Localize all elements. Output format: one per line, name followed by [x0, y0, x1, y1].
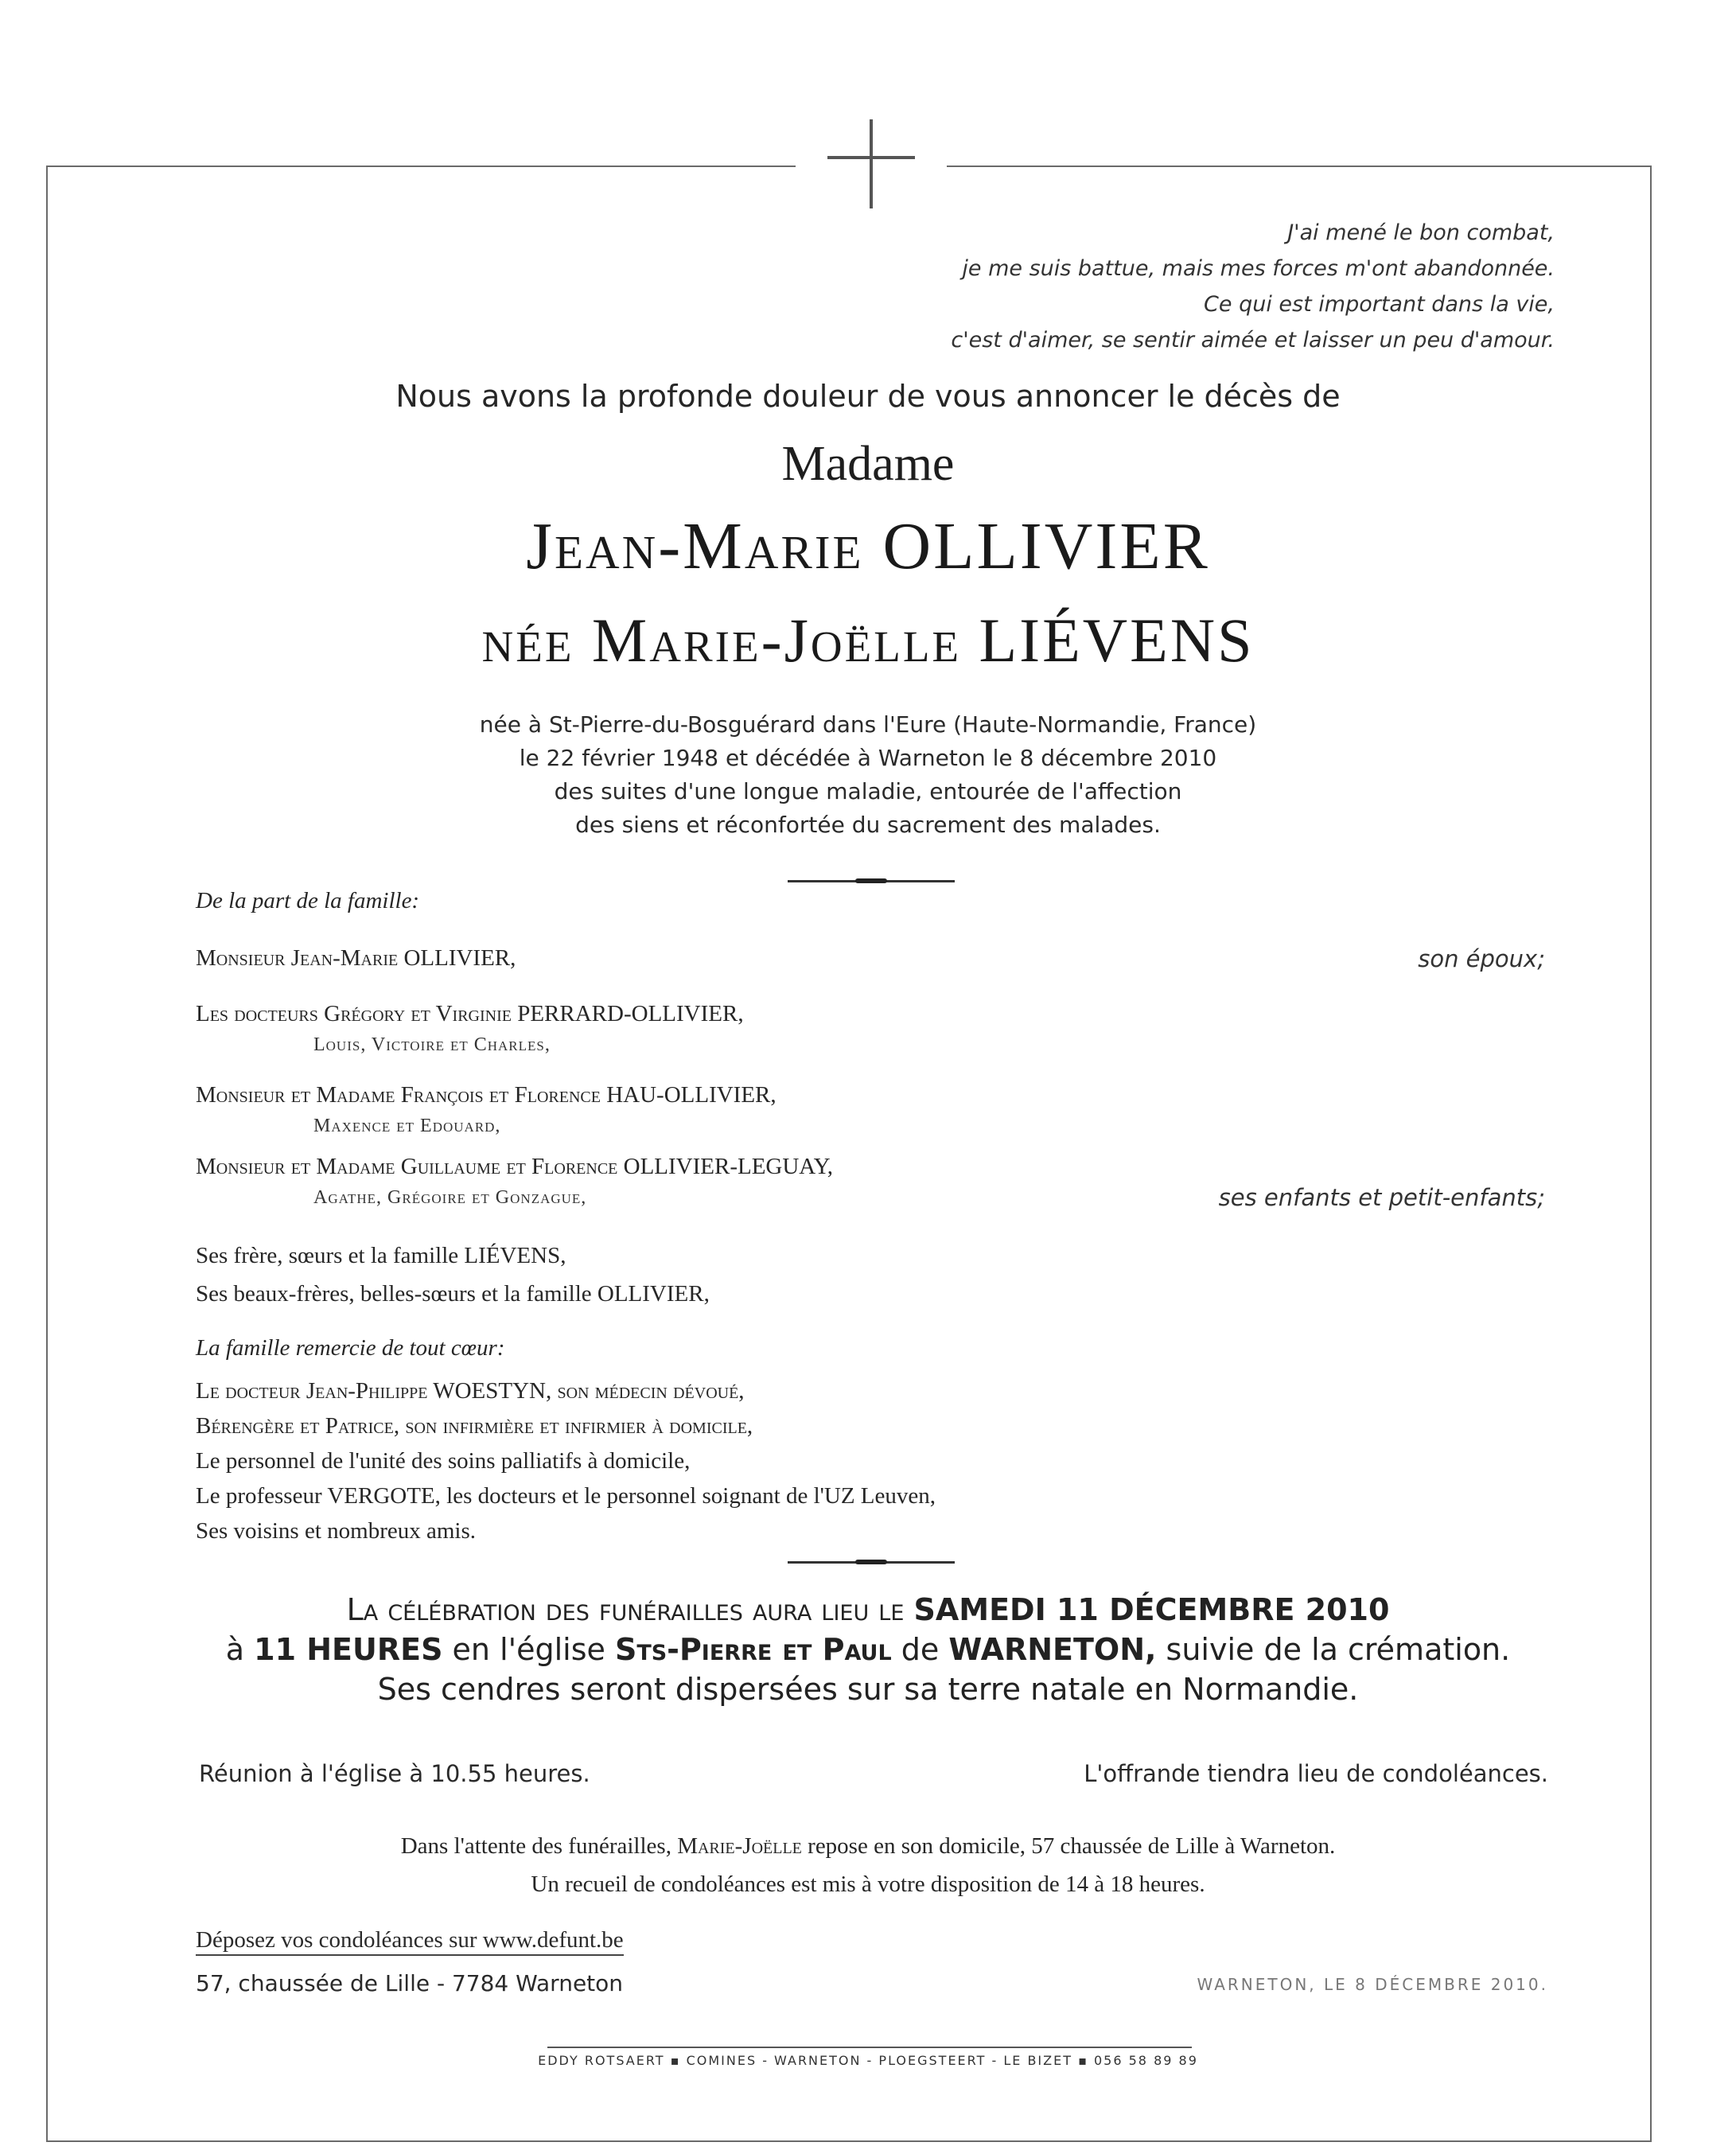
thanks-item: Ses voisins et nombreux amis.	[196, 1518, 477, 1544]
announcement-line-3: Ses cendres seront dispersées sur sa terre natale en Normandie.	[377, 1672, 1359, 1707]
birth-line: née à St-Pierre-du-Bosguérard dans l'Eure (Haute-Normandie, France)	[479, 711, 1257, 738]
announcement-line-2: à 11 HEURES en l'église Sts-Pierre et Paul de WARNETON, suivie de la crémation.	[225, 1632, 1511, 1667]
title: Madame	[781, 437, 955, 491]
intro-text: Nous avons la profonde douleur de vous annoncer le décès de	[395, 379, 1341, 414]
quote-line: je me suis battue, mais mes forces m'ont abandonnée.	[962, 256, 1555, 281]
offering-note: L'offrande tiendra lieu de condoléances.	[1084, 1760, 1548, 1787]
child-family-3: Monsieur et Madame Guillaume et Florence OLLIVIER-LEGUAY,	[196, 1154, 834, 1179]
deceased-name: Jean-Marie OLLIVIER	[526, 509, 1210, 583]
place-and-date: WARNETON, LE 8 DÉCEMBRE 2010.	[1197, 1975, 1548, 1994]
quote-line: J'ai mené le bon combat,	[1287, 220, 1555, 245]
reunion-time: Réunion à l'église à 10.55 heures.	[199, 1760, 590, 1787]
quote-line: c'est d'aimer, se sentir aimée et laisser un peu d'amour.	[951, 328, 1555, 352]
family-header: De la part de la famille:	[196, 888, 420, 913]
cross-icon-bar	[827, 156, 915, 159]
funeral-announcement	[0, 1590, 1736, 1709]
child-family-2: Monsieur et Madame François et Florence HAU-OLLIVIER,	[196, 1082, 777, 1108]
birth-line: des siens et réconfortée du sacrement des malades.	[575, 812, 1161, 838]
footer-imprint: EDDY ROTSAERT ▪ COMINES - WARNETON - PLOEGSTEERT - LE BIZET ▪ 056 58 89 89	[538, 2053, 1198, 2068]
funeral-home-address: 57, chaussée de Lille - 7784 Warneton	[196, 1970, 624, 1996]
quote-line: Ce qui est important dans la vie,	[1204, 292, 1555, 317]
grandchildren-2: Maxence et Edouard,	[313, 1116, 501, 1136]
siblings: Ses frère, sœurs et la famille LIÉVENS,	[196, 1243, 566, 1268]
separator-ornament	[855, 878, 887, 883]
announcement-line-1: La célébration des funérailles aura lieu le SAMEDI 11 DÉCEMBRE 2010	[346, 1592, 1390, 1627]
in-laws: Ses beaux-frères, belles-sœurs et la famille OLLIVIER,	[196, 1281, 710, 1307]
condolences-link[interactable]: Déposez vos condoléances sur www.defunt.be	[196, 1927, 624, 1956]
birth-line: des suites d'une longue maladie, entourée de l'affection	[554, 778, 1182, 804]
grandchildren-3: Agathe, Grégoire et Gonzague,	[313, 1187, 587, 1208]
birth-details	[0, 708, 1736, 842]
children-relation: ses enfants et petit-enfants;	[1218, 1184, 1545, 1211]
separator-ornament-2	[855, 1560, 887, 1564]
spouse: Monsieur Jean-Marie OLLIVIER,	[196, 945, 516, 971]
thanks-item: Le professeur VERGOTE, les docteurs et le personnel soignant de l'UZ Leuven,	[196, 1483, 936, 1509]
thanks-item: Le personnel de l'unité des soins palliatifs à domicile,	[196, 1448, 691, 1474]
thanks-item: Le docteur Jean-Philippe WOESTYN, son médecin dévoué,	[196, 1378, 745, 1404]
birth-line: le 22 février 1948 et décédée à Warneton le 8 décembre 2010	[519, 745, 1217, 771]
visitation-line-2: Un recueil de condoléances est mis à votre disposition de 14 à 18 heures.	[531, 1872, 1205, 1897]
thanks-header: La famille remercie de tout cœur:	[196, 1335, 505, 1361]
quote	[679, 215, 1555, 358]
maiden-name: née Marie-Joëlle LIÉVENS	[481, 606, 1255, 675]
cross-icon	[870, 119, 873, 208]
thanks-list	[196, 1373, 936, 1548]
thanks-item: Bérengère et Patrice, son infirmière et infirmier à domicile,	[196, 1413, 753, 1439]
spouse-relation: son époux;	[1418, 945, 1545, 972]
child-family-1: Les docteurs Grégory et Virginie PERRARD-OLLIVIER,	[196, 1001, 744, 1026]
grandchildren-1: Louis, Victoire et Charles,	[313, 1034, 551, 1055]
footer-rule	[547, 2047, 1192, 2048]
visitation-info	[0, 1827, 1736, 1903]
visitation-line-1: Dans l'attente des funérailles, Marie-Joëlle repose en son domicile, 57 chaussée de Lille à Warneton.	[400, 1833, 1336, 1859]
